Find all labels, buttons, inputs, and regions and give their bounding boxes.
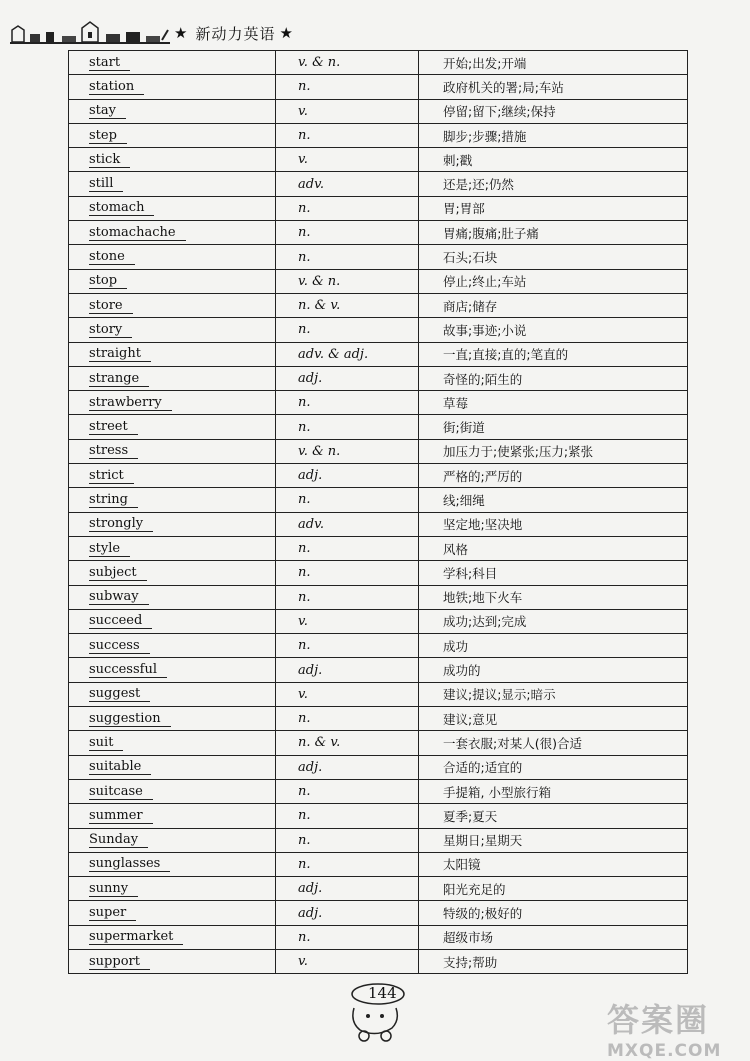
- word-text: stone: [89, 249, 135, 265]
- meaning-cell: 石头;石块: [419, 245, 688, 269]
- word-text: stomach: [89, 200, 154, 216]
- word-text: succeed: [89, 613, 152, 629]
- table-row: [69, 342, 688, 366]
- part-of-speech-cell: v.: [276, 949, 419, 973]
- table-row: [69, 658, 688, 682]
- part-of-speech-cell: adv.: [276, 512, 419, 536]
- part-of-speech-cell: adj.: [276, 658, 419, 682]
- meaning-cell: 严格的;严厉的: [419, 464, 688, 488]
- word-text: station: [89, 79, 144, 95]
- word-cell: [69, 196, 276, 220]
- table-row: [69, 804, 688, 828]
- word-text: summer: [89, 808, 153, 824]
- word-text: suggestion: [89, 711, 171, 727]
- part-of-speech-cell: n.: [276, 852, 419, 876]
- part-of-speech-cell: n.: [276, 561, 419, 585]
- word-text: style: [89, 541, 130, 557]
- word-cell: [69, 804, 276, 828]
- part-of-speech-cell: n.: [276, 828, 419, 852]
- header-banner-illustration: [10, 20, 170, 46]
- part-of-speech-cell: v. & n.: [276, 269, 419, 293]
- meaning-cell: 停留;留下;继续;保持: [419, 99, 688, 123]
- part-of-speech-cell: v. & n.: [276, 439, 419, 463]
- word-cell: [69, 318, 276, 342]
- word-cell: [69, 779, 276, 803]
- table-row: [69, 172, 688, 196]
- table-row: [69, 391, 688, 415]
- part-of-speech-cell: n.: [276, 196, 419, 220]
- word-text: supermarket: [89, 929, 183, 945]
- word-cell: [69, 634, 276, 658]
- meaning-cell: 胃痛;腹痛;肚子痛: [419, 221, 688, 245]
- word-text: still: [89, 176, 123, 192]
- table-row: [69, 488, 688, 512]
- word-cell: [69, 877, 276, 901]
- table-row: [69, 634, 688, 658]
- meaning-cell: 商店;储存: [419, 293, 688, 317]
- word-cell: [69, 464, 276, 488]
- meaning-cell: 特级的;极好的: [419, 901, 688, 925]
- part-of-speech-cell: n. & v.: [276, 731, 419, 755]
- word-cell: [69, 172, 276, 196]
- word-text: start: [89, 55, 130, 71]
- word-text: store: [89, 298, 133, 314]
- meaning-cell: 成功的: [419, 658, 688, 682]
- word-text: Sunday: [89, 832, 148, 848]
- part-of-speech-cell: adj.: [276, 366, 419, 390]
- word-cell: [69, 828, 276, 852]
- word-text: straight: [89, 346, 151, 362]
- book-brand-title: 新动力英语: [195, 24, 276, 43]
- word-text: subject: [89, 565, 147, 581]
- part-of-speech-cell: n.: [276, 415, 419, 439]
- part-of-speech-cell: v.: [276, 682, 419, 706]
- meaning-cell: 建议;提议;显示;暗示: [419, 682, 688, 706]
- table-row: [69, 731, 688, 755]
- word-cell: [69, 415, 276, 439]
- word-text: string: [89, 492, 138, 508]
- meaning-cell: 地铁;地下火车: [419, 585, 688, 609]
- meaning-cell: 还是;还;仍然: [419, 172, 688, 196]
- word-cell: [69, 148, 276, 172]
- table-row: [69, 707, 688, 731]
- vocabulary-table-body: [69, 51, 688, 974]
- meaning-cell: 政府机关的署;局;车站: [419, 75, 688, 99]
- word-cell: [69, 901, 276, 925]
- meaning-cell: 太阳镜: [419, 852, 688, 876]
- part-of-speech-cell: n.: [276, 75, 419, 99]
- meaning-cell: 街;街道: [419, 415, 688, 439]
- part-of-speech-cell: n.: [276, 123, 419, 147]
- meaning-cell: 成功: [419, 634, 688, 658]
- watermark-logo-text: 答案圈: [607, 1001, 710, 1039]
- word-cell: [69, 366, 276, 390]
- meaning-cell: 一套衣服;对某人(很)合适: [419, 731, 688, 755]
- word-cell: [69, 755, 276, 779]
- word-text: support: [89, 954, 150, 970]
- page-number-badge: [340, 982, 410, 1052]
- part-of-speech-cell: n.: [276, 318, 419, 342]
- word-cell: [69, 75, 276, 99]
- star-right-icon: ★: [279, 24, 293, 42]
- word-cell: [69, 269, 276, 293]
- meaning-cell: 故事;事迹;小说: [419, 318, 688, 342]
- table-row: [69, 901, 688, 925]
- part-of-speech-cell: n.: [276, 707, 419, 731]
- table-row: [69, 269, 688, 293]
- part-of-speech-cell: n.: [276, 245, 419, 269]
- part-of-speech-cell: n.: [276, 536, 419, 560]
- word-text: strawberry: [89, 395, 172, 411]
- word-text: stick: [89, 152, 130, 168]
- word-cell: [69, 245, 276, 269]
- word-cell: [69, 852, 276, 876]
- page-header: [10, 18, 330, 48]
- part-of-speech-cell: n. & v.: [276, 293, 419, 317]
- table-row: [69, 925, 688, 949]
- watermark-url: MXQE.COM: [607, 1041, 722, 1061]
- word-cell: [69, 536, 276, 560]
- meaning-cell: 阳光充足的: [419, 877, 688, 901]
- table-row: [69, 75, 688, 99]
- part-of-speech-cell: n.: [276, 585, 419, 609]
- table-row: [69, 221, 688, 245]
- part-of-speech-cell: adj.: [276, 901, 419, 925]
- word-cell: [69, 439, 276, 463]
- word-text: story: [89, 322, 132, 338]
- meaning-cell: 成功;达到;完成: [419, 609, 688, 633]
- meaning-cell: 夏季;夏天: [419, 804, 688, 828]
- part-of-speech-cell: v. & n.: [276, 51, 419, 75]
- word-cell: [69, 51, 276, 75]
- word-cell: [69, 707, 276, 731]
- meaning-cell: 加压力于;使紧张;压力;紧张: [419, 439, 688, 463]
- word-cell: [69, 512, 276, 536]
- word-text: successful: [89, 662, 167, 678]
- table-row: [69, 852, 688, 876]
- table-row: [69, 293, 688, 317]
- table-row: [69, 123, 688, 147]
- word-text: stay: [89, 103, 126, 119]
- word-cell: [69, 342, 276, 366]
- table-row: [69, 512, 688, 536]
- word-text: strict: [89, 468, 134, 484]
- meaning-cell: 刺;戳: [419, 148, 688, 172]
- page-number: 144: [368, 984, 397, 1002]
- table-row: [69, 585, 688, 609]
- town-skyline-icon: [10, 20, 170, 46]
- meaning-cell: 开始;出发;开端: [419, 51, 688, 75]
- word-text: strange: [89, 371, 149, 387]
- meaning-cell: 支持;帮助: [419, 949, 688, 973]
- part-of-speech-cell: n.: [276, 925, 419, 949]
- word-text: stomachache: [89, 225, 186, 241]
- table-row: [69, 828, 688, 852]
- word-text: suitcase: [89, 784, 153, 800]
- word-text: stop: [89, 273, 127, 289]
- meaning-cell: 停止;终止;车站: [419, 269, 688, 293]
- part-of-speech-cell: adj.: [276, 877, 419, 901]
- word-text: step: [89, 128, 127, 144]
- meaning-cell: 星期日;星期天: [419, 828, 688, 852]
- word-cell: [69, 658, 276, 682]
- table-row: [69, 99, 688, 123]
- table-row: [69, 536, 688, 560]
- meaning-cell: 胃;胃部: [419, 196, 688, 220]
- meaning-cell: 风格: [419, 536, 688, 560]
- word-cell: [69, 925, 276, 949]
- word-cell: [69, 949, 276, 973]
- word-text: suit: [89, 735, 123, 751]
- table-row: [69, 609, 688, 633]
- table-row: [69, 755, 688, 779]
- part-of-speech-cell: n.: [276, 391, 419, 415]
- part-of-speech-cell: n.: [276, 221, 419, 245]
- part-of-speech-cell: adj.: [276, 464, 419, 488]
- table-row: [69, 877, 688, 901]
- word-text: super: [89, 905, 136, 921]
- word-cell: [69, 682, 276, 706]
- meaning-cell: 脚步;步骤;措施: [419, 123, 688, 147]
- meaning-cell: 草莓: [419, 391, 688, 415]
- meaning-cell: 手提箱, 小型旅行箱: [419, 779, 688, 803]
- meaning-cell: 合适的;适宜的: [419, 755, 688, 779]
- word-cell: [69, 731, 276, 755]
- table-row: [69, 318, 688, 342]
- part-of-speech-cell: n.: [276, 779, 419, 803]
- word-cell: [69, 585, 276, 609]
- table-row: [69, 148, 688, 172]
- meaning-cell: 奇怪的;陌生的: [419, 366, 688, 390]
- word-text: sunglasses: [89, 856, 170, 872]
- part-of-speech-cell: n.: [276, 804, 419, 828]
- part-of-speech-cell: adv.: [276, 172, 419, 196]
- table-row: [69, 245, 688, 269]
- part-of-speech-cell: adv. & adj.: [276, 342, 419, 366]
- word-cell: [69, 609, 276, 633]
- part-of-speech-cell: v.: [276, 148, 419, 172]
- word-cell: [69, 221, 276, 245]
- word-text: strongly: [89, 516, 153, 532]
- word-cell: [69, 99, 276, 123]
- table-row: [69, 779, 688, 803]
- table-row: [69, 464, 688, 488]
- word-text: subway: [89, 589, 149, 605]
- word-text: street: [89, 419, 138, 435]
- table-row: [69, 51, 688, 75]
- part-of-speech-cell: n.: [276, 634, 419, 658]
- word-text: stress: [89, 443, 138, 459]
- table-row: [69, 949, 688, 973]
- word-cell: [69, 391, 276, 415]
- table-row: [69, 439, 688, 463]
- part-of-speech-cell: n.: [276, 488, 419, 512]
- table-row: [69, 682, 688, 706]
- table-row: [69, 366, 688, 390]
- meaning-cell: 学科;科目: [419, 561, 688, 585]
- site-watermark: [607, 995, 742, 1061]
- word-cell: [69, 561, 276, 585]
- word-text: sunny: [89, 881, 138, 897]
- table-row: [69, 561, 688, 585]
- word-text: suggest: [89, 686, 150, 702]
- vocabulary-table: [68, 50, 688, 974]
- table-row: [69, 415, 688, 439]
- meaning-cell: 一直;直接;直的;笔直的: [419, 342, 688, 366]
- meaning-cell: 坚定地;坚决地: [419, 512, 688, 536]
- meaning-cell: 超级市场: [419, 925, 688, 949]
- word-text: suitable: [89, 759, 151, 775]
- word-cell: [69, 488, 276, 512]
- word-cell: [69, 293, 276, 317]
- word-text: success: [89, 638, 150, 654]
- meaning-cell: 建议;意见: [419, 707, 688, 731]
- table-row: [69, 196, 688, 220]
- part-of-speech-cell: adj.: [276, 755, 419, 779]
- part-of-speech-cell: v.: [276, 99, 419, 123]
- word-cell: [69, 123, 276, 147]
- meaning-cell: 线;细绳: [419, 488, 688, 512]
- star-left-icon: ★: [174, 24, 188, 42]
- part-of-speech-cell: v.: [276, 609, 419, 633]
